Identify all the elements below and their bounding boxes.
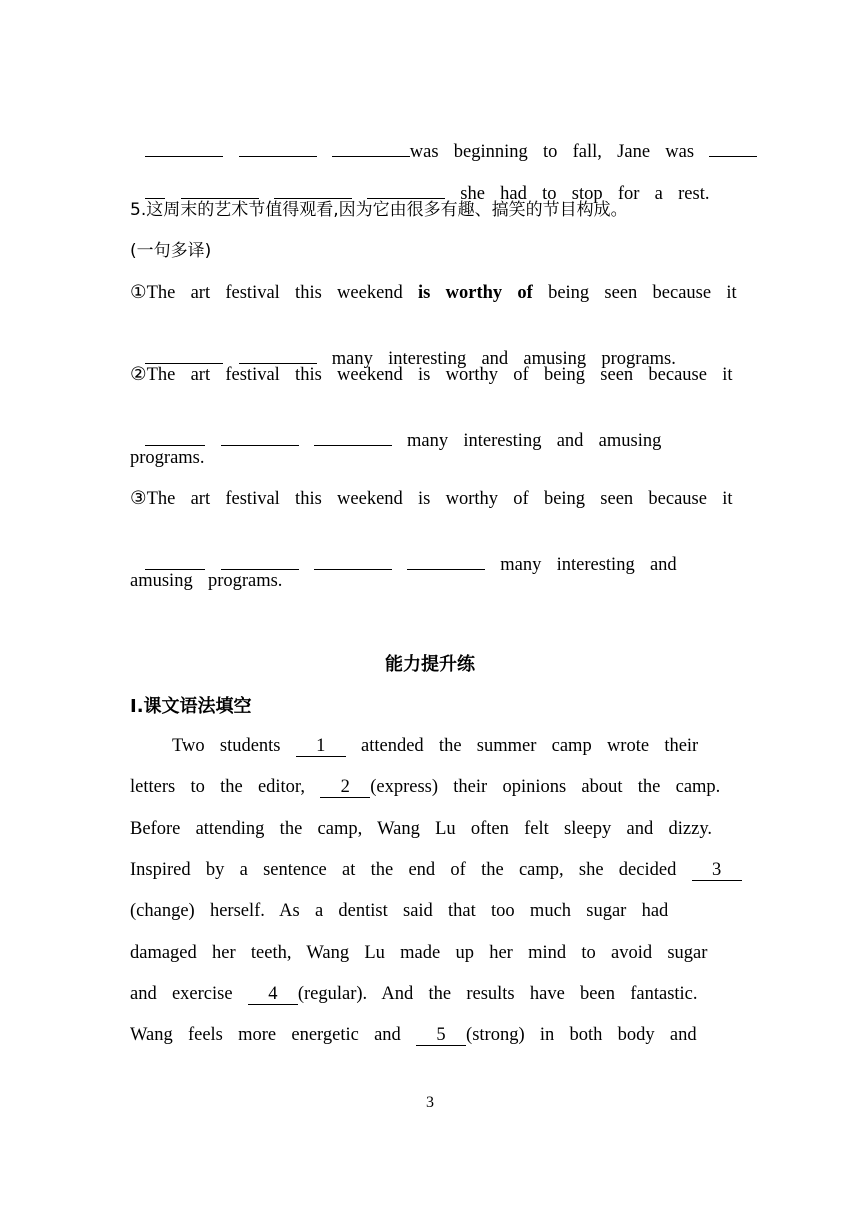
- passage-line-3: Before attending the camp, Wang Lu often felt sleepy and dizzy.: [130, 819, 712, 839]
- passage-line-4: [130, 858, 742, 882]
- q5-s3-end: amusing programs.: [130, 571, 283, 591]
- blank-4[interactable]: 4: [248, 984, 298, 1005]
- q5-s3-tail: many interesting and: [500, 555, 677, 575]
- answer-blank[interactable]: [239, 346, 317, 364]
- passage-line-1: [172, 734, 698, 758]
- passage-text: attended the summer camp wrote their: [361, 736, 699, 756]
- passage-text: Wang feels more energetic and: [130, 1025, 401, 1045]
- answer-blank[interactable]: [145, 139, 223, 157]
- q4-text-2: she had to stop for a rest.: [460, 184, 710, 204]
- q5-s1-bold: is worthy of: [418, 283, 533, 303]
- blank-2[interactable]: 2: [320, 777, 370, 798]
- q5-s1-pre: ①The art festival this weekend: [130, 283, 419, 303]
- blank-1[interactable]: 1: [296, 736, 346, 757]
- answer-blank[interactable]: [709, 139, 757, 157]
- q5-s2-tail: many interesting and amusing: [407, 431, 662, 451]
- passage-text: (regular). And the results have been fantastic.: [297, 984, 698, 1004]
- q5-s1: [130, 281, 737, 305]
- answer-blank[interactable]: [221, 428, 299, 446]
- answer-blank[interactable]: [407, 552, 485, 570]
- q5-s2-line-2: [130, 404, 661, 453]
- q5-note: (一句多译): [130, 241, 212, 261]
- passage-text: (strong) in both body and: [466, 1025, 697, 1045]
- answer-blank[interactable]: [367, 181, 445, 199]
- answer-blank[interactable]: [274, 181, 352, 199]
- answer-blank[interactable]: [145, 428, 205, 446]
- answer-blank[interactable]: [332, 139, 410, 157]
- q5-s2-end: programs.: [130, 448, 205, 468]
- answer-blank[interactable]: [181, 181, 259, 199]
- q5-s2: ②The art festival this weekend is worthy of being seen because it: [130, 365, 733, 385]
- passage-text: letters to the editor,: [130, 777, 305, 797]
- passage-text: (express) their opinions about the camp.: [370, 777, 721, 797]
- passage-text: and exercise: [130, 984, 233, 1004]
- q5-s1-tail: many interesting and amusing programs.: [331, 349, 676, 369]
- answer-blank[interactable]: [145, 346, 223, 364]
- passage-line-7: [130, 982, 698, 1006]
- passage-line-8: [130, 1023, 697, 1047]
- answer-blank[interactable]: [145, 552, 205, 570]
- page-number: 3: [426, 1094, 434, 1111]
- answer-blank[interactable]: [314, 428, 392, 446]
- answer-blank[interactable]: [221, 552, 299, 570]
- q4-text-1: was beginning to fall, Jane was: [409, 142, 695, 162]
- q5-s1-post: being seen because it: [532, 283, 737, 303]
- answer-blank[interactable]: [239, 139, 317, 157]
- answer-blank[interactable]: [145, 181, 165, 199]
- q5-s3: ③The art festival this weekend is worthy of being seen because it: [130, 489, 733, 509]
- passage-line-6: damaged her teeth, Wang Lu made up her mind to avoid sugar: [130, 943, 708, 963]
- answer-blank[interactable]: [314, 552, 392, 570]
- part-title: Ⅰ.课文语法填空: [130, 696, 252, 717]
- q5-chinese-sentence: 5.这周末的艺术节值得观看,因为它由很多有趣、搞笑的节目构成。: [130, 200, 628, 220]
- section-heading: 能力提升练: [385, 654, 475, 675]
- passage-line-2: [130, 775, 720, 799]
- passage-text: Inspired by a sentence at the end of the camp, she decided: [130, 860, 677, 880]
- blank-3[interactable]: 3: [692, 860, 742, 881]
- passage-text: Two students: [172, 736, 281, 756]
- blank-5[interactable]: 5: [416, 1025, 466, 1046]
- passage-line-5: (change) herself. As a dentist said that too much sugar had: [130, 901, 669, 921]
